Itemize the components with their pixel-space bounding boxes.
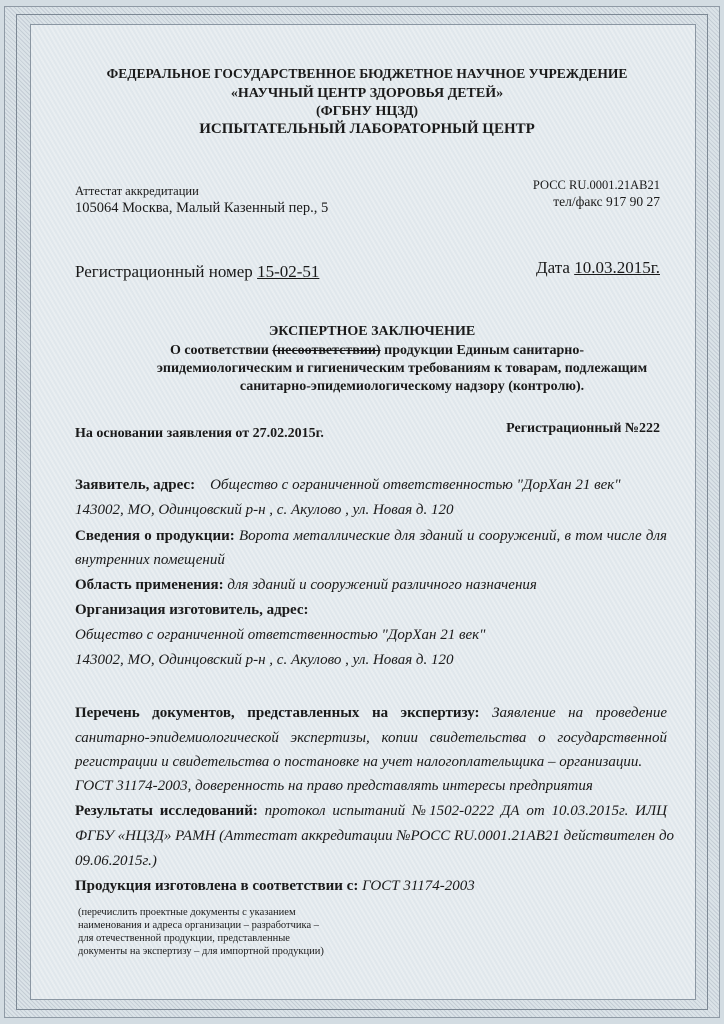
footnote-line: для отечественной продукции, представленные <box>78 933 290 944</box>
compliance-value: ГОСТ 31174-2003 <box>362 878 475 894</box>
basis-text: На основании заявления от 27.02.2015г. <box>75 426 324 441</box>
manufacturer-value: Общество с ограниченной ответственностью "ДорХан 21 век" <box>75 627 486 643</box>
applicant-row <box>75 477 621 494</box>
product-value: Ворота металлические для зданий и сооружений, в том числе для <box>238 528 667 544</box>
registration-number: 15-02-51 <box>257 262 320 281</box>
header-line-2: «НАУЧНЫЙ ЦЕНТР ЗДОРОВЬЯ ДЕТЕЙ» <box>230 86 504 101</box>
reg-number-222: Регистрационный №222 <box>506 421 660 436</box>
struck-text: (несоответствии) <box>272 343 381 358</box>
results-value-3: 09.06.2015г.) <box>75 853 157 869</box>
document-title: ЭКСПЕРТНОЕ ЗАКЛЮЧЕНИЕ <box>268 324 476 339</box>
product-label: Сведения о продукции: <box>75 528 235 544</box>
registration-number-row <box>75 262 319 282</box>
results-row <box>75 803 667 820</box>
date-value: 10.03.2015г. <box>574 258 660 277</box>
results-value: протокол испытаний №1502-0222 ДА от 10.03.2015г. ИЛЦ <box>264 803 668 819</box>
footnote-line: документы на экспертизу – для импортной продукции) <box>78 946 324 957</box>
docs-value-2: санитарно-эпидемиологической экспертизы, копии свидетельства о государственной <box>75 730 667 746</box>
title-text: О соответствии <box>169 343 273 358</box>
scope-row <box>75 577 537 594</box>
footnote-line: наименования и адреса организации – разработчика – <box>78 920 319 931</box>
docs-value: Заявление на проведение <box>492 705 667 721</box>
header-line-1: ФЕДЕРАЛЬНОЕ ГОСУДАРСТВЕННОЕ БЮДЖЕТНОЕ НАУЧНОЕ УЧРЕЖДЕНИЕ <box>106 66 628 81</box>
compliance-row <box>75 878 475 895</box>
accreditation-number: РОСС RU.0001.21АВ21 <box>532 178 660 192</box>
docs-label: Перечень документов, представленных на экспертизу: <box>75 705 480 721</box>
title-line-2: эпидемиологическим и гигиеническим требованиям к товарам, подлежащим <box>156 361 648 376</box>
lab-address: 105064 Москва, Малый Казенный пер., 5 <box>75 200 329 216</box>
phone-fax: тел/факс 917 90 27 <box>553 194 660 209</box>
docs-value-4: ГОСТ 31174-2003, доверенность на право представлять интересы предприятия <box>75 778 593 794</box>
results-value-2: ФГБУ «НЦЗД» РАМН (Аттестат аккредитации №РОСС RU.0001.21АВ21 действителен до <box>75 828 675 844</box>
docs-value-3: регистрации и свидетельства о постановке на учет налогоплательщика – организации. <box>75 754 643 770</box>
title-line-3: санитарно-эпидемиологическому надзору (контролю). <box>239 379 585 394</box>
registration-number-label: Регистрационный номер <box>75 262 253 281</box>
footnote-line: (перечислить проектные документы с указанием <box>78 907 296 918</box>
product-value-cont: внутренних помещений <box>75 552 225 568</box>
applicant-label: Заявитель, адрес: <box>75 477 196 493</box>
applicant-address: 143002, МО, Одинцовский р-н , с. Акулово , ул. Новая д. 120 <box>75 502 454 518</box>
scope-value: для зданий и сооружений различного назначения <box>227 577 537 593</box>
results-label: Результаты исследований: <box>75 803 258 819</box>
title-line-1 <box>0 343 724 359</box>
footnote <box>78 906 324 958</box>
title-text: продукции Единым санитарно- <box>380 343 585 358</box>
header-line-4: ИСПЫТАТЕЛЬНЫЙ ЛАБОРАТОРНЫЙ ЦЕНТР <box>199 121 535 137</box>
accreditation-label: Аттестат аккредитации <box>75 184 199 198</box>
manufacturer-address: 143002, МО, Одинцовский р-н , с. Акулово , ул. Новая д. 120 <box>75 652 454 668</box>
scope-label: Область применения: <box>75 577 224 593</box>
product-row <box>75 528 667 545</box>
manufacturer-label: Организация изготовитель, адрес: <box>75 602 309 618</box>
docs-row <box>75 705 667 722</box>
applicant-value: Общество с ограниченной ответственностью "ДорХан 21 век" <box>210 477 621 493</box>
header-line-3: (ФГБНУ НЦЗД) <box>315 104 419 119</box>
date-label: Дата <box>536 258 570 277</box>
date-row <box>536 258 660 278</box>
compliance-label: Продукция изготовлена в соответствии с: <box>75 878 359 894</box>
